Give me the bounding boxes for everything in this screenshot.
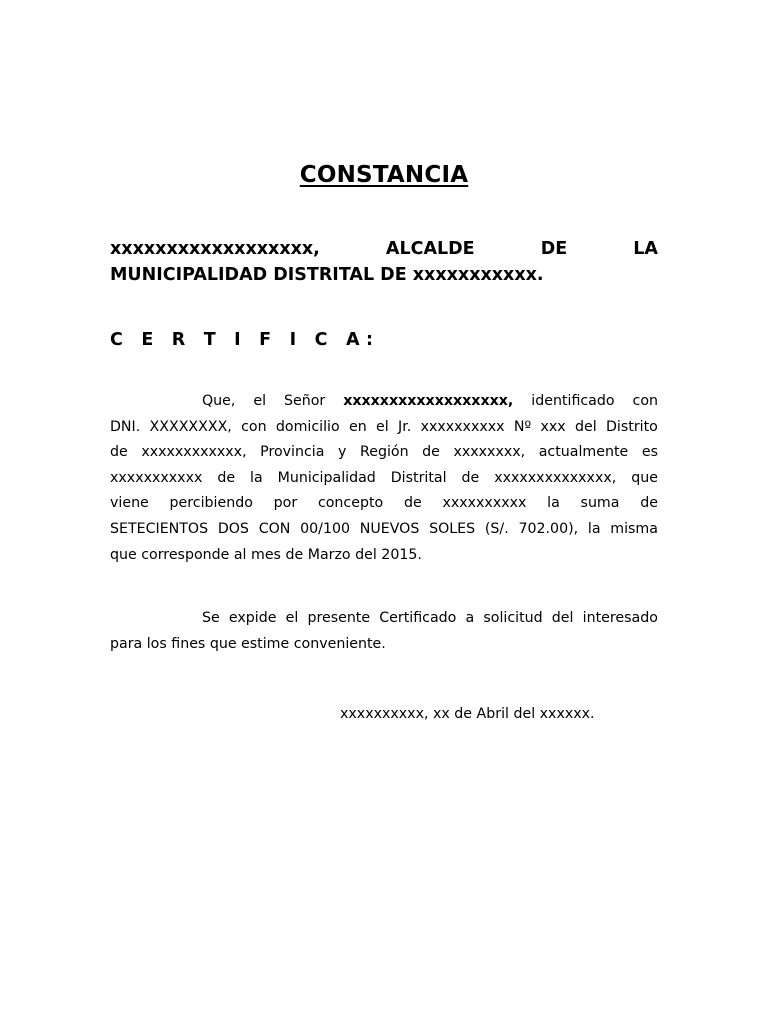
- mayor-heading-line-1: [110, 236, 658, 262]
- word: que: [631, 469, 658, 486]
- word: solicitud: [483, 610, 543, 626]
- heading-word: DE: [540, 239, 568, 259]
- mayor-heading-line-2: MUNICIPALIDAD DISTRITAL DE xxxxxxxxxxx.: [110, 265, 544, 285]
- paragraph-2-line-2: para los fines que estime conveniente.: [110, 635, 386, 652]
- paragraph-2-line-1: [110, 606, 658, 632]
- word: Distrito: [606, 418, 658, 435]
- word: Jr.: [398, 418, 412, 435]
- word: xxx: [540, 418, 566, 435]
- word: de: [403, 495, 422, 512]
- paragraph-1: [110, 389, 658, 568]
- heading-word: LA: [633, 239, 658, 259]
- paragraph-1-line-3: [110, 440, 658, 466]
- word: de: [110, 444, 128, 461]
- word: Que,: [202, 393, 236, 409]
- word: por: [273, 495, 298, 512]
- word: a: [465, 610, 475, 626]
- mayor-name: xxxxxxxxxxxxxxxxxx,: [110, 239, 320, 259]
- word: domicilio: [275, 418, 340, 435]
- word: xxxxxxxxxxxx,: [141, 444, 247, 461]
- word: actualmente: [538, 444, 629, 461]
- word: DOS: [217, 520, 249, 537]
- paragraph-1-line-6: [110, 517, 658, 543]
- heading-word: ALCALDE: [385, 239, 475, 259]
- word: CON: [258, 520, 291, 537]
- word: en: [349, 418, 367, 435]
- word: la: [250, 469, 263, 486]
- paragraph-1-line-5: [110, 491, 658, 517]
- word: SOLES: [429, 520, 476, 537]
- word: Municipalidad: [277, 469, 376, 486]
- word: DNI.: [110, 418, 141, 435]
- paragraph-1-line-4: [110, 466, 658, 492]
- word: suma: [580, 495, 620, 512]
- word: de: [461, 469, 480, 486]
- word: Nº: [513, 418, 532, 435]
- word: Distrital: [390, 469, 447, 486]
- word: el: [253, 393, 267, 409]
- certifica-heading: C E R T I F I C A:: [110, 330, 380, 350]
- word: misma: [610, 520, 658, 537]
- dni-value: XXXXXXXX,: [149, 418, 232, 435]
- word: SETECIENTOS: [110, 520, 209, 537]
- word: Región: [360, 444, 409, 461]
- word: Provincia: [260, 444, 325, 461]
- word: y: [338, 444, 347, 461]
- word: de: [422, 444, 440, 461]
- person-name: xxxxxxxxxxxxxxxxxx,: [343, 393, 514, 409]
- document-title: CONSTANCIA: [299, 162, 469, 188]
- word: percibiendo: [169, 495, 253, 512]
- word: del: [551, 610, 574, 626]
- word: de: [217, 469, 236, 486]
- word: xxxxxxxx,: [453, 444, 526, 461]
- word: con: [241, 418, 267, 435]
- word: Certificado: [379, 610, 457, 626]
- word: del: [575, 418, 597, 435]
- place-and-date: xxxxxxxxxx, xx de Abril del xxxxxx.: [340, 706, 595, 722]
- word: con: [632, 393, 658, 409]
- word: el: [376, 418, 389, 435]
- word: la: [587, 520, 601, 537]
- amount-value: 702.00),: [518, 520, 579, 537]
- word: de: [640, 495, 658, 512]
- word: Señor: [283, 393, 326, 409]
- word: la: [547, 495, 560, 512]
- word: es: [641, 444, 658, 461]
- word: xxxxxxxxxx: [442, 495, 527, 512]
- word: (S/.: [484, 520, 509, 537]
- word: NUEVOS: [359, 520, 420, 537]
- word: expide: [228, 610, 277, 626]
- word: identificado: [531, 393, 615, 409]
- word: el: [285, 610, 299, 626]
- word: Se: [202, 610, 220, 626]
- mayor-heading: [110, 236, 658, 288]
- word: xxxxxxxxxxx: [110, 469, 203, 486]
- paragraph-1-line-7: que corresponde al mes de Marzo del 2015.: [110, 546, 422, 563]
- word: xxxxxxxxxxxxxx,: [494, 469, 617, 486]
- paragraph-1-line-2: [110, 415, 658, 441]
- word: 00/100: [300, 520, 351, 537]
- word: interesado: [582, 610, 658, 626]
- word: presente: [307, 610, 371, 626]
- paragraph-2: [110, 606, 658, 657]
- word: viene: [110, 495, 149, 512]
- word: xxxxxxxxxx: [420, 418, 505, 435]
- word: concepto: [317, 495, 384, 512]
- paragraph-1-line-1: [110, 389, 658, 415]
